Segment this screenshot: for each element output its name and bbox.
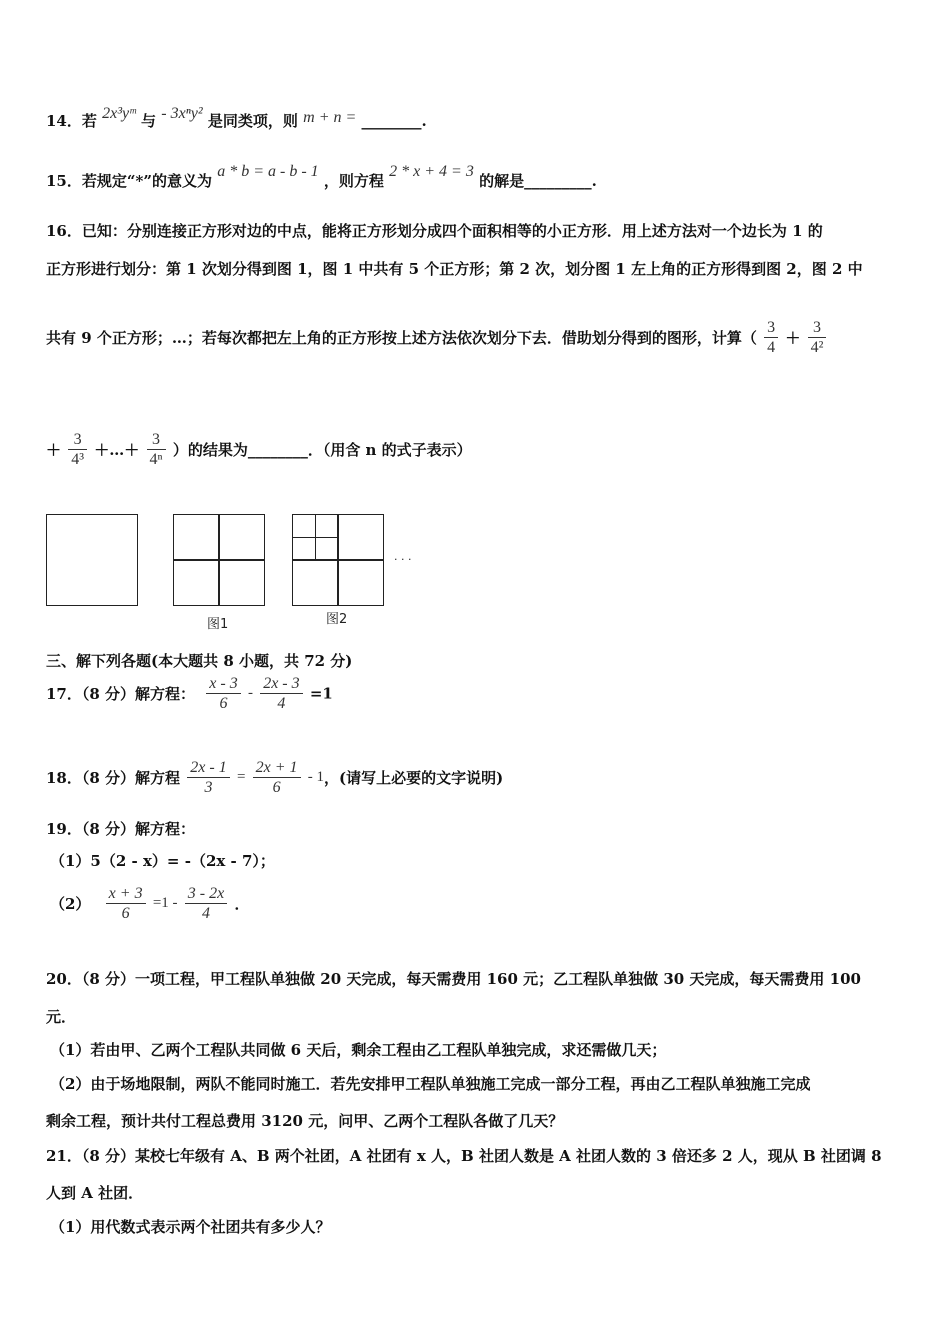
q16-line-3-text: 共有 9 个正方形；…；若每次都把左上角的正方形按上述方法依次划分下去．借助划分得到的图形，计算（ (46, 329, 757, 347)
q20-part-2-line-2: 剩余工程，预计共付工程总费用 3120 元，问甲、乙两个工程队各做了几天？ (46, 1112, 564, 1130)
q14-text-1: 若 (81, 112, 97, 130)
q16-fraction-3 (68, 430, 87, 469)
q20-line-2: 元． (46, 1008, 77, 1026)
q21-line-1: 21．（8 分）某校七年级有 A、B 两个社团，A 社团有 x 人，B 社团人数是 A 社团人数的 3 倍还多 2 人，现从 B 社团调 8 (46, 1147, 882, 1165)
q18 (46, 758, 503, 797)
q19-fraction-1-numerator: x + 3 (108, 885, 143, 902)
figure-square-0 (46, 514, 138, 606)
q16-fraction-3-numerator: 3 (73, 431, 82, 448)
q19-fraction-2 (185, 884, 227, 923)
q19-part-2 (50, 884, 249, 923)
q19-fraction-2-numerator: 3 - 2x (187, 885, 225, 902)
q17-fraction-1-denominator: 6 (219, 695, 228, 712)
q16-line-2: 正方形进行划分：第 1 次划分得到图 1，图 1 中共有 5 个正方形；第 2 次，划分图 1 左上角的正方形得到图 2，图 2 中 (46, 260, 863, 278)
q19-part-2-label: （2） (50, 895, 91, 913)
q17-fraction-1-numerator: x - 3 (209, 675, 238, 692)
q16-fraction-4-denominator: 4ⁿ (149, 451, 163, 468)
q18-fraction-2-numerator: 2x + 1 (255, 759, 298, 776)
q17-fraction-2-denominator: 4 (277, 695, 286, 712)
q14-blank: ________. (361, 112, 427, 130)
figure-2 (292, 514, 384, 606)
q15 (46, 163, 597, 197)
q16-fraction-3-denominator: 4³ (71, 451, 85, 468)
q16-fraction-1-numerator: 3 (767, 319, 776, 336)
figure-2-caption: 图2 (326, 612, 348, 627)
q18-label: 18．（8 分）解方程 (46, 769, 181, 787)
q17-fraction-1 (206, 674, 240, 713)
q15-expr-2: 2 * x + 4 = 3 (389, 163, 474, 180)
figure-1-caption: 图1 (207, 617, 229, 632)
q16-fraction-2 (808, 318, 827, 357)
q17-rhs: =1 (309, 684, 333, 703)
q17-fraction-2 (260, 674, 302, 713)
q20-line-1: 20．（8 分）一项工程，甲工程队单独做 20 天完成，每天需费用 160 元；乙工程队单独做 30 天完成，每天需费用 100 (46, 970, 861, 988)
q14-expr-2: - 3xⁿy² (161, 105, 203, 122)
q15-text-1: 若规定“*”的意义为 (81, 172, 212, 190)
q15-text-2: ，则方程 (323, 172, 384, 190)
q19-fraction-1 (106, 884, 146, 923)
q17-minus: - (247, 685, 253, 701)
q16-line-4-plus: ＋ (46, 441, 62, 459)
q15-expr-1: a * b = a - b - 1 (217, 163, 319, 180)
q14-text-2: 与 (141, 112, 157, 130)
figure-2-horizontal-line (293, 559, 383, 561)
q19-end: ． (234, 895, 250, 913)
q17-label: 17．（8 分）解方程： (46, 685, 196, 703)
q15-text-3: 的解是_________. (479, 172, 597, 190)
q16-fraction-4-numerator: 3 (152, 431, 161, 448)
q18-tail: ，(请写上必要的文字说明) (324, 769, 504, 787)
q15-number: 15． (46, 172, 82, 190)
q16-fraction-1 (764, 318, 778, 357)
figure-1-horizontal-line (174, 559, 264, 561)
q19-fraction-2-denominator: 4 (201, 905, 210, 922)
q14-text-3: 是同类项，则 (207, 112, 298, 130)
q16-fraction-4 (147, 430, 166, 469)
q18-fraction-1 (187, 758, 229, 797)
q19-label: 19．（8 分）解方程： (46, 820, 196, 838)
q14-number: 14． (46, 112, 82, 130)
q14-expr-1: 2x³yᵐ (102, 105, 136, 122)
q14 (46, 106, 427, 137)
q19-part-1: （1）5（2 - x）= -（2x - 7）； (50, 852, 275, 870)
q18-fraction-2-denominator: 6 (272, 779, 281, 796)
q16-fraction-2-numerator: 3 (813, 319, 821, 336)
figure-1 (173, 514, 265, 606)
q14-expr-3: m + n = (303, 109, 357, 126)
section-3-title: 三、解下列各题(本大题共 8 小题，共 72 分) (46, 652, 353, 670)
q19-fraction-1-denominator: 6 (121, 905, 130, 922)
q16-fraction-1-denominator: 4 (767, 339, 776, 356)
figure-ellipsis: · · · (394, 553, 412, 566)
q16-plus: ＋ (785, 329, 801, 347)
q20-part-2-line-1: （2）由于场地限制，两队不能同时施工．若先安排甲工程队单独施工完成一部分工程，再由乙工程队单独施工完成 (50, 1075, 811, 1093)
q16-line-3 (46, 318, 828, 357)
q19-middle: =1 - (152, 895, 178, 911)
q21-part-1: （1）用代数式表示两个社团共有多少人？ (50, 1218, 331, 1236)
q18-fraction-1-numerator: 2x - 1 (190, 759, 227, 776)
q16-line-4 (46, 430, 472, 469)
q18-equals: = (236, 769, 246, 785)
q16-line-4-ellipsis-plus: ＋…＋ (94, 441, 140, 459)
q21-line-2: 人到 A 社团． (46, 1184, 144, 1202)
q18-fraction-1-denominator: 3 (204, 779, 213, 796)
q20-part-1: （1）若由甲、乙两个工程队共同做 6 天后，剩余工程由乙工程队单独完成，求还需做几天； (50, 1041, 667, 1059)
q16-fraction-2-denominator: 4² (810, 339, 824, 356)
q17-fraction-2-numerator: 2x - 3 (263, 675, 300, 692)
q16-line-4-text: ）的结果为________．（用含 n 的式子表示） (172, 441, 472, 459)
q16-line-1: 16．已知：分别连接正方形对边的中点，能将正方形划分成四个面积相等的小正方形．用上述方法对一个边长为 1 的 (46, 222, 823, 240)
q18-fraction-2 (253, 758, 301, 797)
q17 (46, 674, 333, 713)
q18-tail-math: - 1 (307, 769, 325, 785)
figure-2-sub-horizontal-line (293, 537, 337, 538)
